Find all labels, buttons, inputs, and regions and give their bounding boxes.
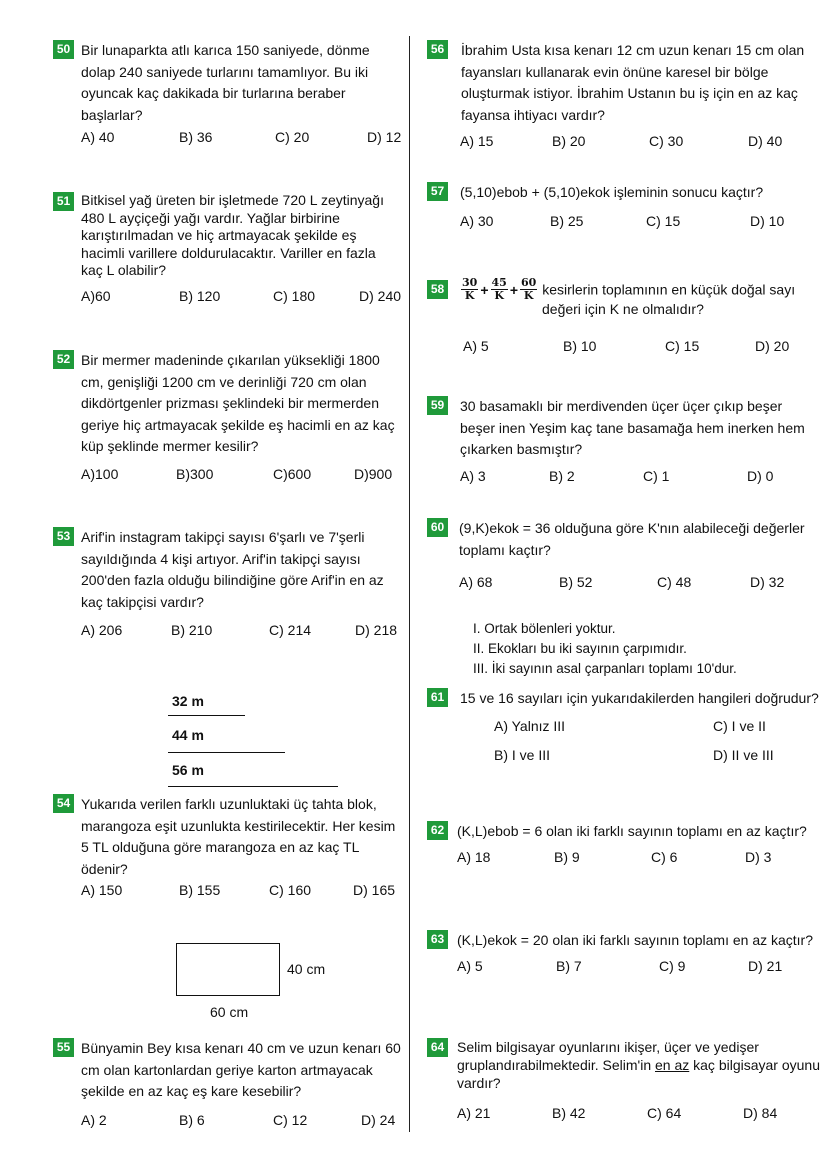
option-c[interactable]: C) 48 — [657, 574, 692, 590]
question-number-badge: 53 — [53, 527, 74, 546]
option-a[interactable]: A) Yalnız III — [494, 718, 566, 734]
option-c[interactable]: C) 180 — [273, 288, 316, 304]
plank-label-56: 56 m — [172, 762, 204, 778]
option-b[interactable]: B) 120 — [179, 288, 221, 304]
question-stem: İbrahim Usta kısa kenarı 12 cm uzun kenarı 15 cm olan fayansları kullanarak evin önüne karesel bir bölge oluşturmak istiyor. İbrahim Ustanın bu iş için en az kaç fayansa ihtiyacı vardır? — [461, 42, 805, 123]
option-a[interactable]: A) 3 — [460, 468, 486, 484]
question-number-badge: 52 — [53, 350, 74, 369]
statement-list: I. Ortak bölenleri yoktur. II. Ekokları bu iki sayının çarpımıdır. III. İki sayının asal çarpanları toplamı 10'dur. — [473, 621, 737, 676]
option-d[interactable]: D) 3 — [745, 849, 772, 865]
option-c[interactable]: C) 64 — [647, 1105, 682, 1121]
column-divider — [409, 36, 410, 1132]
option-b[interactable]: B) I ve III — [494, 747, 551, 763]
option-c[interactable]: C) 1 — [643, 468, 670, 484]
option-b[interactable]: B) 6 — [179, 1112, 205, 1128]
option-c[interactable]: C) 30 — [649, 133, 684, 149]
question-number-badge: 59 — [427, 396, 448, 415]
option-a[interactable]: A)100 — [81, 466, 119, 482]
rect-height-label: 40 cm — [287, 961, 326, 977]
option-b[interactable]: B) 42 — [552, 1105, 586, 1121]
plank-56 — [168, 786, 338, 787]
plank-44 — [168, 752, 285, 753]
option-b[interactable]: B) 210 — [171, 622, 213, 638]
question-number-badge: 57 — [427, 182, 448, 201]
option-c[interactable]: C)600 — [273, 466, 312, 482]
option-d[interactable]: D) II ve III — [713, 747, 774, 763]
question-stem: 15 ve 16 sayıları için yukarıdakilerden hangileri doğrudur? — [460, 690, 819, 706]
option-b[interactable]: B) 10 — [563, 338, 597, 354]
question-stem: (K,L)ebob = 6 olan iki farklı sayının toplamı en az kaçtır? — [457, 823, 807, 839]
option-b[interactable]: B) 52 — [559, 574, 593, 590]
option-a[interactable]: A) 18 — [457, 849, 491, 865]
question-stem: Arif'in instagram takipçi sayısı 6'şarlı ve 7'şerli sayıldığında 4 kişi artıyor. Arif'in takipçi sayısı 200'den fazla olduğu bilindiğine göre Arif'in en az kaç takipçisi vardır? — [81, 529, 384, 610]
option-d[interactable]: D) 165 — [353, 882, 396, 898]
option-b[interactable]: B)300 — [176, 466, 214, 482]
cardboard-rectangle — [176, 943, 280, 996]
option-d[interactable]: D) 84 — [743, 1105, 778, 1121]
question-stem: (5,10)ebob + (5,10)ekok işleminin sonucu kaçtır? — [460, 184, 764, 200]
option-c[interactable]: C) 12 — [273, 1112, 308, 1128]
option-c[interactable]: C) I ve II — [713, 718, 766, 734]
option-d[interactable]: D) 24 — [361, 1112, 396, 1128]
option-c[interactable]: C) 214 — [269, 622, 312, 638]
fraction-30-k: $\frac{30}{K}$ — [462, 276, 478, 302]
plank-32 — [168, 715, 245, 716]
question-stem: Bir mermer madeninde çıkarılan yüksekliği 1800 cm, genişliği 1200 cm ve derinliği 720 cm olan dikdörtgenler prizması şeklindeki bir mermerden geriye hiç artmayacak şekilde eş hacimli en az kaç küp şeklinde mermer kesilir? — [81, 352, 395, 454]
question-stem: Bitkisel yağ üreten bir işletmede 720 L zeytinyağı 480 L ayçiçeği yağı vardır. Yağlar birbirine karıştırılmadan ve hiç artmayacak şekilde eş hacimli varillere doldurulacaktır. Variller en fazla kaç L olabilir? — [81, 192, 384, 278]
option-d[interactable]: D) 12 — [367, 129, 402, 145]
question-stem: (9,K)ekok = 36 olduğuna göre K'nın alabileceği değerler toplamı kaçtır? — [459, 520, 805, 558]
plank-label-44: 44 m — [172, 727, 204, 743]
option-b[interactable]: B) 9 — [554, 849, 580, 865]
question-number-badge: 56 — [427, 40, 448, 59]
question-stem: Bir lunaparkta atlı karıca 150 saniyede, dönme dolap 240 saniyede turlarını tamamlıyor. Bu iki oyuncak kaç dakikada bir turlarına beraber başlarlar? — [81, 42, 370, 123]
rect-width-label: 60 cm — [210, 1004, 249, 1020]
option-b[interactable]: B) 36 — [179, 129, 213, 145]
option-d[interactable]: D)900 — [354, 466, 393, 482]
option-c[interactable]: C) 15 — [646, 213, 681, 229]
option-a[interactable]: A) 21 — [457, 1105, 491, 1121]
question-number-badge: 63 — [427, 930, 448, 949]
question-stem: $\frac{30}{K}$ + $\frac{45}{K}$ + $\frac{60}{K}$ kesirlerin toplamının en küçük doğal sayı — [462, 276, 796, 302]
option-a[interactable]: A) 206 — [81, 622, 123, 638]
question-number-badge: 51 — [53, 192, 74, 211]
question-number-badge: 62 — [427, 821, 448, 840]
question-number-badge: 64 — [427, 1038, 448, 1057]
option-d[interactable]: D) 20 — [755, 338, 790, 354]
option-d[interactable]: D) 0 — [747, 468, 774, 484]
question-stem: Selim bilgisayar oyunlarını ikişer, üçer ve yedişer gruplandırabilmektedir. Selim'in en az kaç bilgisayar oyunu vardır? — [457, 1039, 820, 1091]
option-b[interactable]: B) 155 — [179, 882, 221, 898]
option-c[interactable]: C) 9 — [659, 958, 686, 974]
option-d[interactable]: D) 40 — [748, 133, 783, 149]
question-number-badge: 55 — [53, 1038, 74, 1057]
option-b[interactable]: B) 20 — [552, 133, 586, 149]
option-a[interactable]: A) 68 — [459, 574, 493, 590]
option-a[interactable]: A) 5 — [457, 958, 483, 974]
option-a[interactable]: A)60 — [81, 288, 111, 304]
option-a[interactable]: A) 30 — [460, 213, 494, 229]
question-stem: 30 basamaklı bir merdivenden üçer üçer çıkıp beşer beşer inen Yeşim kaç tane basamağa hem inerken hem çıkarken basmıştır? — [460, 398, 805, 457]
plank-label-32: 32 m — [172, 693, 204, 709]
option-d[interactable]: D) 218 — [355, 622, 398, 638]
question-number-badge: 50 — [53, 40, 74, 59]
option-b[interactable]: B) 2 — [549, 468, 575, 484]
option-b[interactable]: B) 25 — [550, 213, 584, 229]
option-a[interactable]: A) 5 — [463, 338, 489, 354]
option-a[interactable]: A) 15 — [460, 133, 494, 149]
option-b[interactable]: B) 7 — [556, 958, 582, 974]
question-number-badge: 58 — [427, 280, 448, 299]
fraction-60-k: $\frac{60}{K}$ — [521, 276, 537, 302]
option-d[interactable]: D) 10 — [750, 213, 785, 229]
option-c[interactable]: C) 15 — [665, 338, 700, 354]
option-a[interactable]: A) 40 — [81, 129, 115, 145]
question-stem: Yukarıda verilen farklı uzunluktaki üç tahta blok, marangoza eşit uzunlukta kestirilecektir. Her kesim 5 TL olduğuna göre marangoza en az kaç TL ödenir? — [81, 796, 396, 877]
question-number-badge: 54 — [53, 794, 74, 813]
option-c[interactable]: C) 20 — [275, 129, 310, 145]
question-stem: Bünyamin Bey kısa kenarı 40 cm ve uzun kenarı 60 cm olan kartonlardan geriye karton artmayacak şekilde en az kaç eş kare kesebilir? — [81, 1040, 401, 1099]
option-a[interactable]: A) 150 — [81, 882, 123, 898]
question-number-badge: 60 — [427, 518, 448, 537]
option-d[interactable]: D) 32 — [750, 574, 785, 590]
fraction-45-k: $\frac{45}{K}$ — [491, 276, 507, 302]
option-d[interactable]: D) 21 — [748, 958, 783, 974]
question-number-badge: 61 — [427, 688, 448, 707]
option-d[interactable]: D) 240 — [359, 288, 402, 304]
option-a[interactable]: A) 2 — [81, 1112, 107, 1128]
option-c[interactable]: C) 6 — [651, 849, 678, 865]
option-c[interactable]: C) 160 — [269, 882, 312, 898]
question-stem: (K,L)ekok = 20 olan iki farklı sayının toplamı en az kaçtır? — [457, 932, 814, 948]
